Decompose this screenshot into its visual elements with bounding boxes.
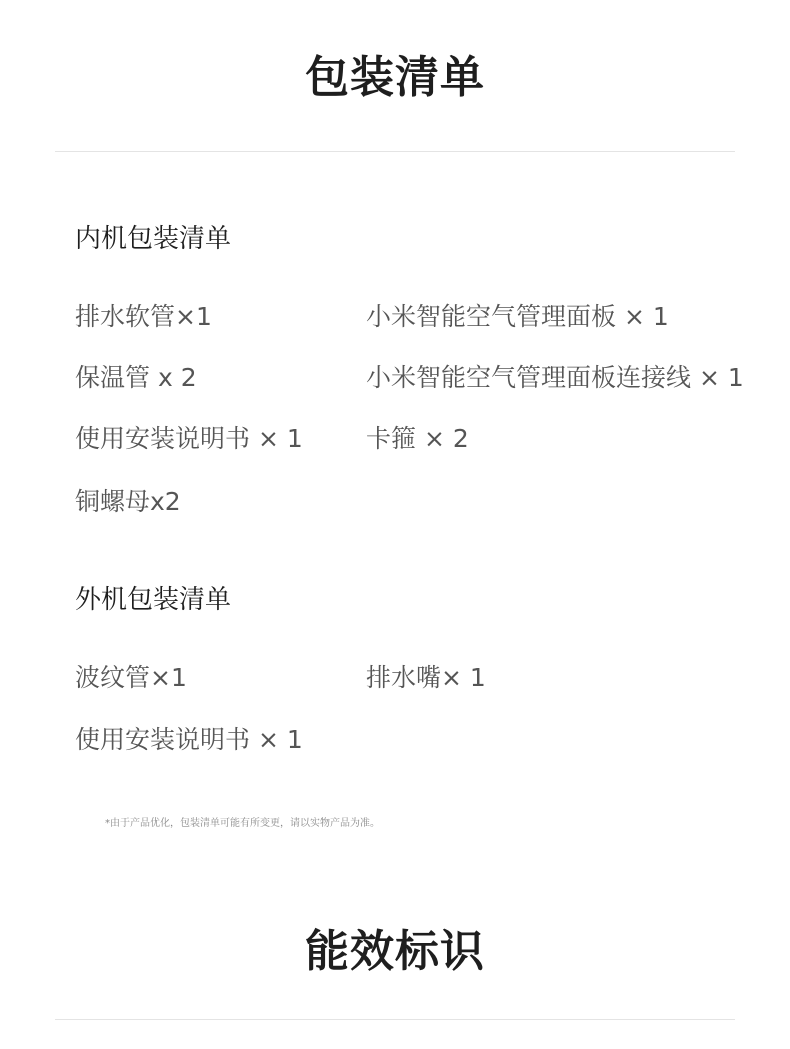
page-title-packing-list: 包装清单 <box>305 52 485 103</box>
list-item-drain-nozzle: 排水嘴× 1 <box>366 663 486 692</box>
list-item-insulation-pipe: 保温管 x 2 <box>75 363 197 392</box>
list-item-manual-indoor: 使用安装说明书 × 1 <box>75 424 303 453</box>
list-item-corrugated-pipe: 波纹管×1 <box>75 663 187 692</box>
divider-top <box>55 151 735 152</box>
page-title-energy-label: 能效标识 <box>305 926 485 977</box>
footnote: *由于产品优化，包装清单可能有所变更，请以实物产品为准。 <box>105 818 380 829</box>
list-item-control-panel: 小米智能空气管理面板 × 1 <box>366 302 669 331</box>
section-heading-indoor: 内机包装清单 <box>75 224 232 254</box>
list-item-manual-outdoor: 使用安装说明书 × 1 <box>75 725 303 754</box>
section-heading-outdoor: 外机包装清单 <box>75 585 232 615</box>
divider-bottom <box>55 1019 735 1020</box>
list-item-copper-nut: 铜螺母x2 <box>75 487 181 516</box>
list-item-drain-hose: 排水软管×1 <box>75 302 212 331</box>
list-item-panel-cable: 小米智能空气管理面板连接线 × 1 <box>366 363 744 392</box>
list-item-clamp: 卡箍 × 2 <box>366 424 469 453</box>
